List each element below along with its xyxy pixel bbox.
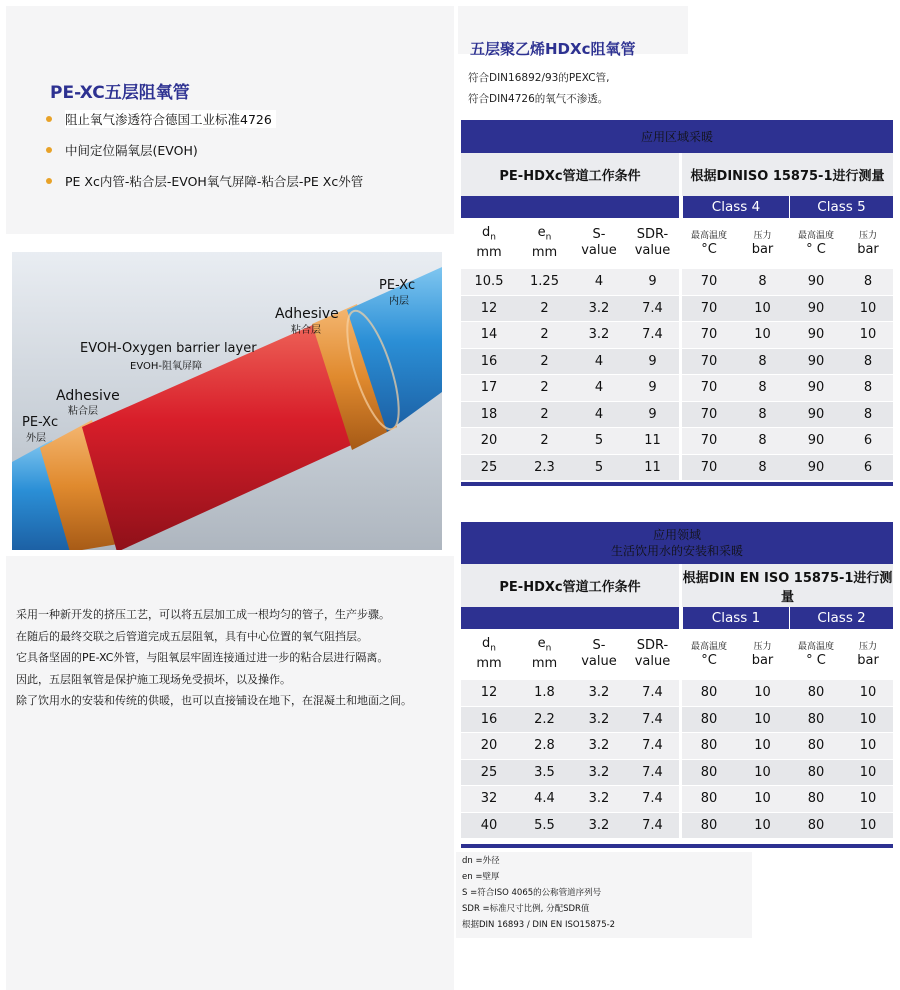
standard-line: 符合DIN4726的氧气不渗透。: [468, 93, 609, 105]
table-cell: 3.2: [572, 785, 626, 812]
hdxc-title: 五层聚乙烯HDXc阻氧管: [470, 40, 636, 58]
table-cell: 70: [682, 321, 736, 348]
pexc-title: PE-XC五层阻氧管: [50, 83, 190, 103]
table-cell: 1.8: [517, 679, 572, 706]
table-cell: 25: [461, 759, 517, 786]
drinking-water-spec-table: [461, 522, 893, 838]
table-cell: 70: [682, 427, 736, 454]
table-cell: 5: [572, 427, 626, 454]
table-cell: 2.2: [517, 706, 572, 733]
table-cell: 40: [461, 812, 517, 839]
col-temp: 最高温度 ° C: [797, 230, 834, 257]
table-cell: 7.4: [626, 759, 679, 786]
table-cell: 10: [736, 812, 789, 839]
table-cell: 10: [736, 295, 789, 322]
table-cell: 7.4: [626, 295, 679, 322]
col-temp: 最高温度 °C: [690, 230, 727, 257]
table-cell: 5.5: [517, 812, 572, 839]
table-cell: 3.2: [572, 812, 626, 839]
table-cell: 10: [736, 706, 789, 733]
table-cell: 80: [682, 759, 736, 786]
table-cell: 3.2: [572, 759, 626, 786]
feature-list: [46, 110, 376, 203]
table-cell: 8: [843, 348, 893, 375]
col-temp: 最高温度 °C: [690, 641, 727, 668]
table-cell: 9: [626, 401, 679, 428]
class-label: Class 5: [789, 196, 893, 218]
table-cell: 16: [461, 348, 517, 375]
bullet-dot-icon: [46, 147, 52, 153]
table-cell: 10: [736, 759, 789, 786]
heating-spec-table: [461, 120, 893, 480]
feature-item: PE Xc内管-粘合层-EVOH氧气屏障-粘合层-PE Xc外管: [46, 172, 376, 203]
table-cell: 7.4: [626, 706, 679, 733]
table-cell: 70: [682, 295, 736, 322]
table-cell: 4: [572, 401, 626, 428]
table-cell: 3.2: [572, 706, 626, 733]
table-row: [461, 706, 893, 733]
label-evoh-en: EVOH-Oxygen barrier layer: [80, 341, 257, 356]
table-cell: 80: [682, 706, 736, 733]
table-row: [461, 812, 893, 839]
table-cell: 2: [517, 295, 572, 322]
table-cell: 80: [682, 732, 736, 759]
table-cell: 10: [843, 732, 893, 759]
table-cell: 10: [843, 785, 893, 812]
table-cell: 8: [736, 268, 789, 295]
col-s: S- value: [581, 638, 617, 669]
table-row: [461, 268, 893, 295]
table-row: [461, 348, 893, 375]
table-row: [461, 427, 893, 454]
label-inner-en: PE-Xc: [379, 278, 416, 293]
table-title-bar: 应用区域采暖: [461, 120, 893, 153]
table-cell: 8: [736, 427, 789, 454]
table-cell: 90: [789, 427, 843, 454]
label-inner-cn: 内层: [389, 296, 409, 307]
table-cell: 2: [517, 348, 572, 375]
table-cell: 8: [736, 374, 789, 401]
col-pressure: 压力 bar: [857, 230, 879, 257]
table-cell: 6: [843, 454, 893, 481]
col-pressure: 压力 bar: [751, 641, 774, 668]
table-row: [461, 732, 893, 759]
table-cell: 6: [843, 427, 893, 454]
table-cell: 8: [736, 348, 789, 375]
class-label: Class 4: [682, 196, 789, 218]
table-cell: 4: [572, 374, 626, 401]
table-cell: 1.25: [517, 268, 572, 295]
table-cell: 2: [517, 374, 572, 401]
table-cell: 80: [682, 679, 736, 706]
standard-line: 符合DIN16892/93的PEXC管,: [468, 72, 610, 84]
table-cell: 9: [626, 348, 679, 375]
table-cell: 3.2: [572, 295, 626, 322]
measurement-header: 根据DINISO 15875-1进行测量: [682, 153, 893, 196]
label-adhesive-inner-cn: 粘合层: [291, 325, 321, 336]
table-cell: 8: [736, 454, 789, 481]
table-cell: 9: [626, 268, 679, 295]
table-cell: 10: [736, 679, 789, 706]
table-cell: 20: [461, 427, 517, 454]
table-cell: 25: [461, 454, 517, 481]
table-cell: 7.4: [626, 732, 679, 759]
col-en: $e_n$ mm: [531, 224, 558, 261]
bullet-dot-icon: [46, 178, 52, 184]
table-cell: 70: [682, 348, 736, 375]
table-cell: 10: [843, 706, 893, 733]
table-cell: 80: [789, 785, 843, 812]
label-evoh-cn: EVOH-阻氧屏障: [130, 361, 202, 372]
table-row: [461, 454, 893, 481]
table-cell: 10: [843, 295, 893, 322]
bullet-dot-icon: [46, 116, 52, 122]
table-cell: 80: [789, 679, 843, 706]
table-cell: 10: [736, 732, 789, 759]
feature-item: 阻止氧气渗透符合德国工业标准4726: [46, 110, 376, 141]
table-row: [461, 295, 893, 322]
table-cell: 10: [843, 679, 893, 706]
table-cell: 18: [461, 401, 517, 428]
label-outer-en: PE-Xc: [22, 415, 59, 430]
table-cell: 90: [789, 268, 843, 295]
table-row: [461, 785, 893, 812]
table-cell: 14: [461, 321, 517, 348]
col-s: S- value: [581, 227, 617, 258]
table-cell: 4.4: [517, 785, 572, 812]
table-cell: 70: [682, 268, 736, 295]
table-row: [461, 759, 893, 786]
col-pressure: 压力 bar: [751, 230, 774, 257]
table-cell: 32: [461, 785, 517, 812]
feature-item: 中间定位隔氧层(EVOH): [46, 141, 376, 172]
table-cell: 10: [736, 785, 789, 812]
table-cell: 4: [572, 268, 626, 295]
table-cell: 5: [572, 454, 626, 481]
table-row: [461, 679, 893, 706]
col-pressure: 压力 bar: [857, 641, 879, 668]
table-bottom-rule: [461, 482, 893, 486]
conditions-header: PE-HDXc管道工作条件: [461, 564, 679, 607]
table-cell: 70: [682, 374, 736, 401]
table-cell: 80: [789, 812, 843, 839]
table-row: [461, 401, 893, 428]
col-sdr: SDR- value: [634, 227, 671, 258]
table-cell: 2.3: [517, 454, 572, 481]
table-cell: 90: [789, 295, 843, 322]
table-cell: 8: [736, 401, 789, 428]
table-cell: 80: [682, 785, 736, 812]
table-cell: 10.5: [461, 268, 517, 295]
table-cell: 7.4: [626, 321, 679, 348]
table-cell: 11: [626, 427, 679, 454]
table-cell: 80: [682, 812, 736, 839]
table-cell: 3.2: [572, 732, 626, 759]
conditions-header: PE-HDXc管道工作条件: [461, 153, 679, 196]
table-cell: 10: [843, 812, 893, 839]
table-cell: 80: [789, 706, 843, 733]
measurement-header: 根据DIN EN ISO 15875-1进行测量: [682, 564, 893, 607]
table-cell: 10: [736, 321, 789, 348]
table-cell: 10: [843, 759, 893, 786]
table-cell: 11: [626, 454, 679, 481]
col-dn: $d_n$ mm: [476, 635, 502, 672]
table-cell: 70: [682, 401, 736, 428]
table-cell: 90: [789, 374, 843, 401]
table-cell: 70: [682, 454, 736, 481]
table-cell: 16: [461, 706, 517, 733]
table-cell: 90: [789, 454, 843, 481]
table-title-bar: 应用领域 生活饮用水的安装和采暖: [461, 522, 893, 564]
pipe-cross-section-illustration: [12, 252, 442, 550]
table-cell: 2: [517, 401, 572, 428]
table-cell: 2: [517, 321, 572, 348]
abbreviation-legend: dn =外径 en =壁厚 S =符合ISO 4065的公称管道序列号 SDR =标准尺寸比例, 分配SDR值 根据DIN 16893 / DIN EN ISO15875-2: [456, 852, 752, 938]
col-temp: 最高温度 ° C: [797, 641, 834, 668]
table-cell: 10: [843, 321, 893, 348]
table-cell: 8: [843, 401, 893, 428]
class-label: Class 1: [682, 607, 789, 629]
table-cell: 12: [461, 295, 517, 322]
label-adhesive-outer-cn: 粘合层: [68, 406, 98, 417]
table-cell: 20: [461, 732, 517, 759]
table-cell: 3.2: [572, 679, 626, 706]
table-cell: 2: [517, 427, 572, 454]
table-bottom-rule: [461, 844, 893, 848]
table-cell: 90: [789, 348, 843, 375]
table-cell: 9: [626, 374, 679, 401]
table-cell: 12: [461, 679, 517, 706]
table-cell: 3.5: [517, 759, 572, 786]
table-row: [461, 374, 893, 401]
table-row: [461, 321, 893, 348]
table-cell: 80: [789, 732, 843, 759]
table-cell: 90: [789, 401, 843, 428]
table-cell: 3.2: [572, 321, 626, 348]
label-adhesive-inner-en: Adhesive: [275, 306, 339, 322]
table-cell: 8: [843, 268, 893, 295]
table-cell: 7.4: [626, 785, 679, 812]
table-cell: 7.4: [626, 812, 679, 839]
label-outer-cn: 外层: [26, 433, 46, 444]
label-adhesive-outer-en: Adhesive: [56, 388, 120, 404]
table-cell: 7.4: [626, 679, 679, 706]
table-cell: 80: [789, 759, 843, 786]
table-cell: 4: [572, 348, 626, 375]
table-cell: 2.8: [517, 732, 572, 759]
col-sdr: SDR- value: [634, 638, 671, 669]
description-text: 采用一种新开发的挤压工艺，可以将五层加工成一根均匀的管子，生产步骤。 在随后的最终交联之后管道完成五层阻氧，具有中心位置的氧气阻挡层。 它具备坚固的PE-XC外管，与阻氧层牢固连接通过进一步的粘合层进行隔离。 因此，五层阻氧管是保护施工现场免受损坏，以及操作。 除了饮用水的安装和传统的供暖，也可以直接铺设在地下，在混凝土和地面之间。: [16, 608, 412, 707]
table-cell: 8: [843, 374, 893, 401]
table-cell: 90: [789, 321, 843, 348]
class-label: Class 2: [789, 607, 893, 629]
table-cell: 17: [461, 374, 517, 401]
col-dn: $d_n$ mm: [476, 224, 502, 261]
col-en: $e_n$ mm: [531, 635, 558, 672]
